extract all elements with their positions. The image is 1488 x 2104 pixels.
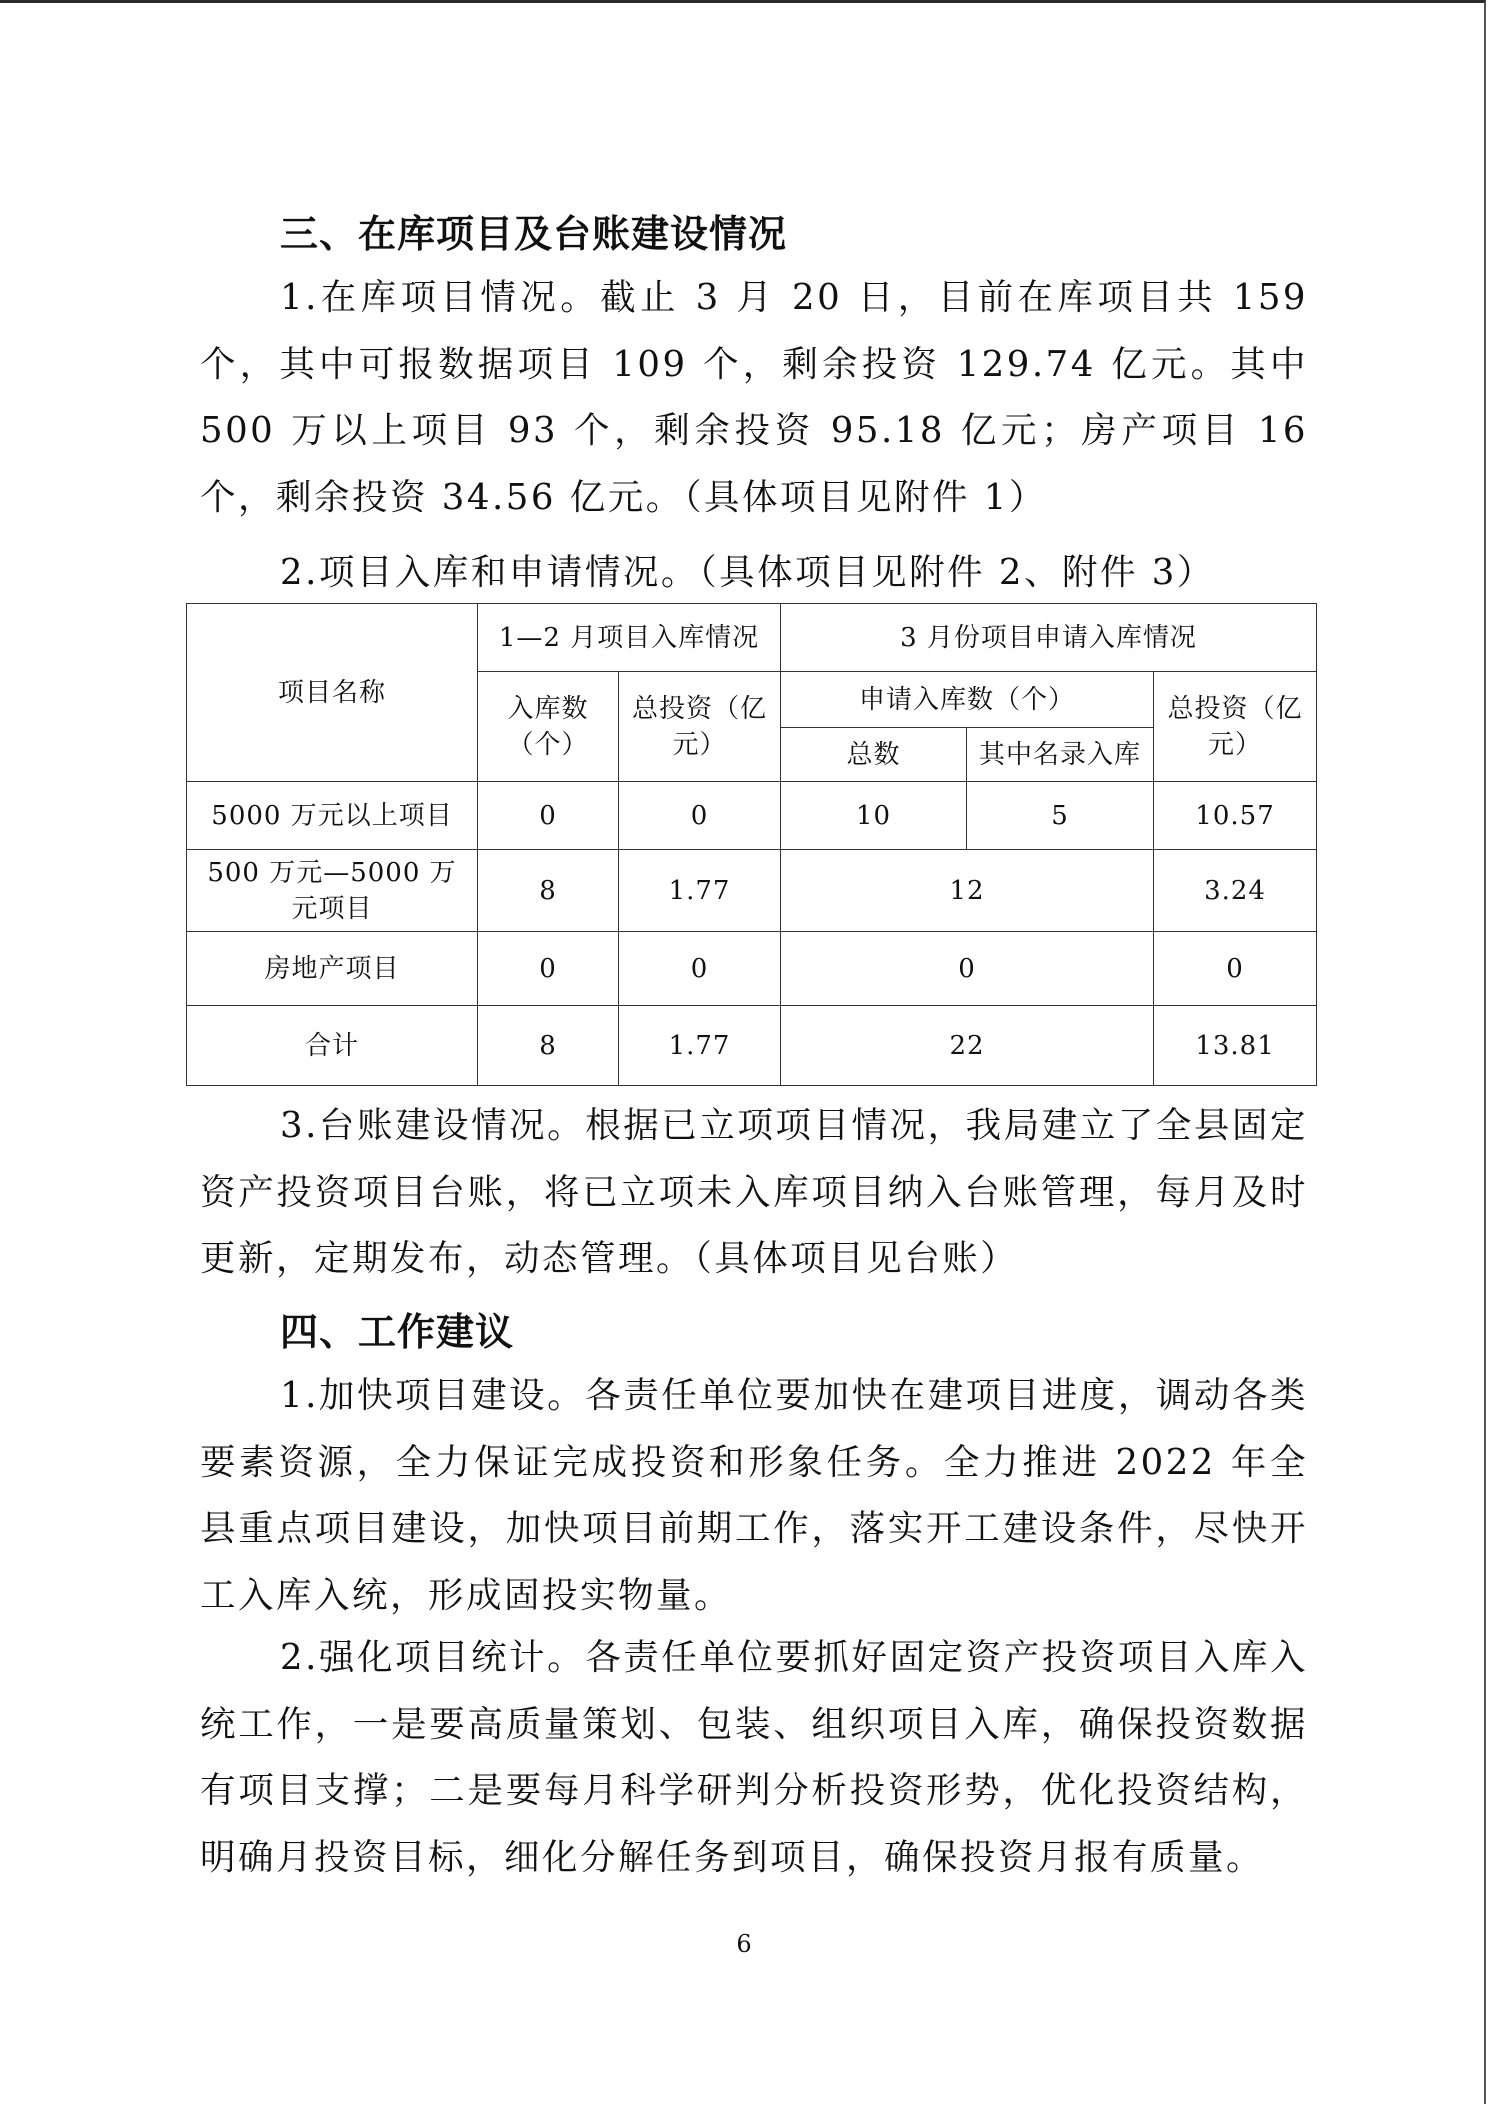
paragraph-storage-applications: 2.项目入库和申请情况。（具体项目见附件 2、附件 3）	[280, 552, 1215, 593]
header-apply-count: 申请入库数（个）	[781, 672, 1154, 728]
cell-invest-jan-feb: 1.77	[619, 1006, 781, 1086]
cell-invest-march: 0	[1154, 932, 1317, 1006]
cell-apply-merged: 0	[781, 932, 1154, 1006]
cell-apply-merged: 22	[781, 1006, 1154, 1086]
header-project-name: 项目名称	[187, 604, 478, 782]
cell-listed: 5	[967, 782, 1154, 850]
header-listed: 其中名录入库	[967, 728, 1154, 782]
cell-invest-jan-feb: 0	[619, 932, 781, 1006]
table-row-total	[187, 1006, 1317, 1086]
cell-count-in: 8	[478, 1006, 619, 1086]
paragraph-ledger-construction: 3.台账建设情况。根据已立项项目情况，我局建立了全县固定资产投资项目台账，将已立项未入库项目纳入台账管理，每月及时更新，定期发布，动态管理。（具体项目见台账）	[200, 1105, 1308, 1279]
cell-count-in: 8	[478, 850, 619, 932]
table-row	[187, 850, 1317, 932]
paragraph-speed-up-construction: 1.加快项目建设。各责任单位要加快在建项目进度，调动各类要素资源，全力保证完成投资和形象任务。全力推进 2022 年全县重点项目建设，加快项目前期工作，落实开工建设条件，尽快开工入库入统，形成固投实物量。	[200, 1375, 1308, 1616]
section-heading-3: 三、在库项目及台账建设情况	[280, 212, 788, 256]
cell-total: 10	[781, 782, 967, 850]
row-name: 500 万元—5000 万元项目	[187, 850, 478, 932]
cell-count-in: 0	[478, 782, 619, 850]
page-number: 6	[736, 1930, 752, 1958]
row-name: 合计	[187, 1006, 478, 1086]
header-invest-jan-feb: 总投资（亿元）	[619, 672, 781, 782]
section-heading-4: 四、工作建议	[280, 1310, 515, 1354]
header-count-in: 入库数（个）	[478, 672, 619, 782]
cell-invest-march: 10.57	[1154, 782, 1317, 850]
cell-invest-march: 3.24	[1154, 850, 1317, 932]
cell-invest-jan-feb: 1.77	[619, 850, 781, 932]
row-name: 5000 万元以上项目	[187, 782, 478, 850]
project-storage-table	[186, 603, 1317, 1086]
header-group-jan-feb: 1—2 月项目入库情况	[478, 604, 781, 672]
header-total: 总数	[781, 728, 967, 782]
cell-invest-jan-feb: 0	[619, 782, 781, 850]
paragraph-in-stock-projects: 1.在库项目情况。截止 3 月 20 日，目前在库项目共 159 个，其中可报数据项目 109 个，剩余投资 129.74 亿元。其中 500 万以上项目 93 个，剩余投资 95.18 亿元；房产项目 16 个，剩余投资 34.56 亿元。（具体项目见附件 1）	[200, 277, 1308, 518]
header-invest-march: 总投资（亿元）	[1154, 672, 1317, 782]
table-row	[187, 932, 1317, 1006]
cell-invest-march: 13.81	[1154, 1006, 1317, 1086]
paragraph-strengthen-statistics: 2.强化项目统计。各责任单位要抓好固定资产投资项目入库入统工作，一是要高质量策划、包装、组织项目入库，确保投资数据有项目支撑；二是要每月科学研判分析投资形势，优化投资结构，明确月投资目标，细化分解任务到项目，确保投资月报有质量。	[200, 1637, 1308, 1878]
table-row	[187, 782, 1317, 850]
cell-count-in: 0	[478, 932, 619, 1006]
header-group-march: 3 月份项目申请入库情况	[781, 604, 1317, 672]
row-name: 房地产项目	[187, 932, 478, 1006]
cell-apply-merged: 12	[781, 850, 1154, 932]
